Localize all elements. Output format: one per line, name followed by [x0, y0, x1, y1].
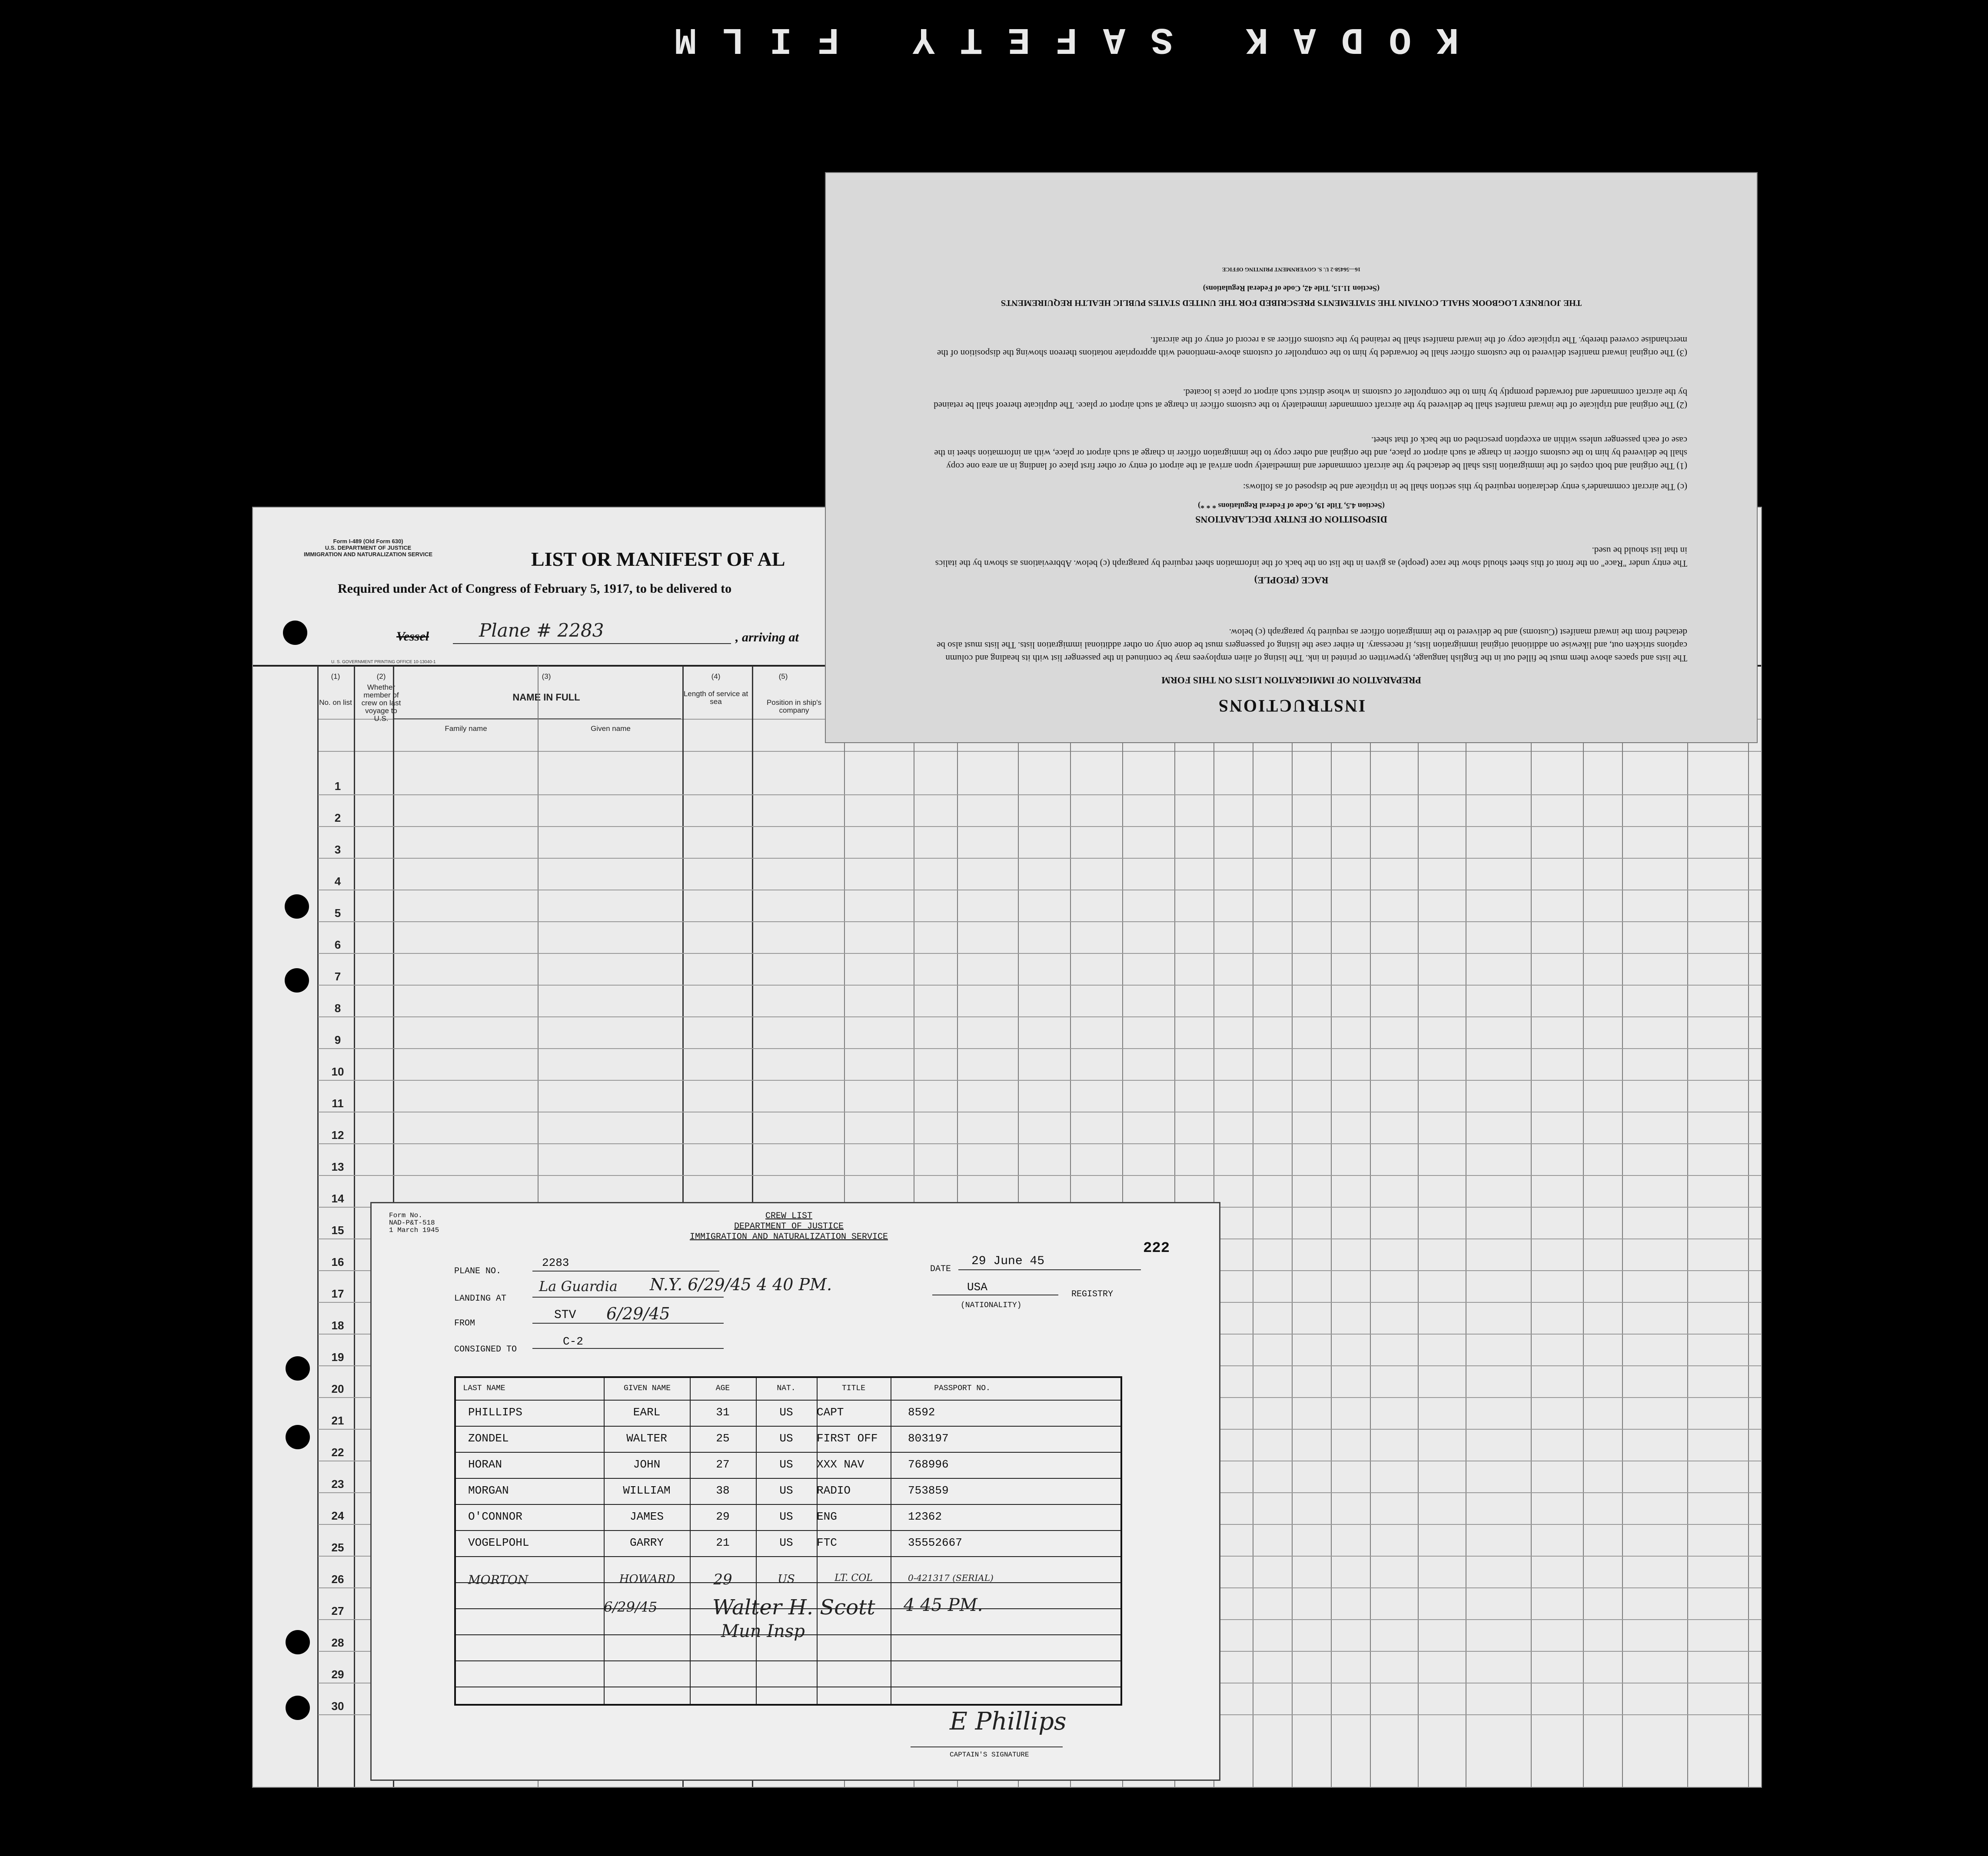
manifest-row-number: 20: [331, 1382, 344, 1395]
arriving-label: , arriving at: [735, 630, 799, 644]
crew-age: 25: [716, 1432, 730, 1445]
crew-header-given-name: GIVEN NAME: [623, 1384, 671, 1393]
from-value: STV: [554, 1308, 576, 1322]
crew-given-name: WILLIAM: [623, 1484, 671, 1497]
col2-num: (2): [376, 672, 386, 681]
grid-line: [1370, 666, 1371, 1787]
crew-title: CAPT: [817, 1406, 844, 1419]
date-label: DATE: [930, 1264, 951, 1274]
handwritten-age: 29: [713, 1571, 732, 1588]
crew-nat: US: [779, 1406, 793, 1419]
manifest-row-number: 27: [331, 1604, 344, 1617]
manifest-row-number: 2: [334, 811, 341, 824]
crew-passport: 803197: [908, 1432, 949, 1445]
crew-header-age: AGE: [715, 1384, 730, 1393]
manifest-row-number: 5: [334, 906, 341, 920]
crew-title: FIRST OFF: [817, 1432, 878, 1445]
handwritten-nat: US: [778, 1573, 795, 1586]
nationality-label: (NATIONALITY): [961, 1301, 1022, 1310]
from-note: 6/29/45: [606, 1304, 670, 1323]
instructions-sheet: [825, 172, 1758, 743]
manifest-row-number: 19: [331, 1351, 344, 1364]
crew-age: 21: [716, 1536, 730, 1549]
manifest-row-number: 10: [331, 1065, 344, 1078]
crew-header-passport: PASSPORT NO.: [934, 1384, 991, 1393]
instructions-paragraph-2: The entry under "Race" on the front of this sheet should show the race (people) as given in the list on the back of the information sheet required by paragraph (c) below. Abbreviations as shown by the italics in that list should be used.: [935, 545, 1687, 569]
captain-signature-label: CAPTAIN'S SIGNATURE: [950, 1751, 1029, 1759]
date-underline: [958, 1269, 1141, 1270]
crew-passport: 8592: [908, 1406, 935, 1419]
crew-nat: US: [779, 1510, 793, 1523]
crew-age: 31: [716, 1406, 730, 1419]
crew-given-name: EARL: [633, 1406, 661, 1419]
form-no-code: NAD-P&T-518: [389, 1219, 435, 1227]
crew-nat: US: [779, 1458, 793, 1471]
crew-row-rule: [456, 1530, 1120, 1531]
manifest-row-number: 18: [331, 1319, 344, 1332]
crew-header-last-name: LAST NAME: [463, 1384, 505, 1393]
manifest-title: LIST OR MANIFEST OF AL: [531, 548, 785, 570]
crew-last-name: HORAN: [468, 1458, 502, 1471]
binder-hole: [283, 621, 307, 645]
crew-list-card: [370, 1202, 1220, 1781]
manifest-row-number: 29: [331, 1668, 344, 1681]
manifest-row-number: 25: [331, 1541, 344, 1554]
instructions-paragraph-1: The lists and spaces above them must be filled out in the English language, typewritten or printed in ink. The listing of alien employees may be continued in the passenger list with its heading and column captions stricken out, and likewise on additional original immigration lists, if necessary. In either case the listing of passengers must be done only on other additional immigration lists. The lists must also be detached from the inward manifest (Customs) and be delivered to the immigration officer as required by paragraph (c) below.: [937, 627, 1687, 664]
plane-no-underline: [532, 1271, 719, 1272]
service-line: IMMIGRATION AND NATURALIZATION SERVICE: [303, 551, 433, 558]
inspection-time: 4 45 PM.: [904, 1595, 983, 1615]
from-underline: [532, 1323, 724, 1324]
manifest-row-rule: [318, 1175, 1761, 1176]
grid-line: [1687, 666, 1688, 1787]
crew-header-title: TITLE: [841, 1384, 865, 1393]
landing-at-label: LANDING AT: [454, 1294, 507, 1304]
consigned-value: C-2: [563, 1335, 583, 1348]
crew-row-rule: [456, 1660, 1120, 1661]
crew-header-nat: NAT.: [777, 1384, 796, 1393]
crew-passport: 768996: [908, 1458, 949, 1471]
crew-list-department: DEPARTMENT OF JUSTICE: [734, 1222, 844, 1232]
manifest-row-number: 26: [331, 1573, 344, 1586]
instructions-paragraph-4: (1) The original and both copies of the immigration lists shall be detached by the aircraft commander and immediately upon arrival at the airport of entry or other first place of landing in an area one copy shall be delivered by him to the customs officer in charge at such airport or place, and the original and other copy to the immigration officer in charge at such airport or place, with an information sheet in the case of each passenger unless within an exception prescribed on the back of that sheet.: [934, 435, 1687, 471]
crew-list-title: CREW LIST: [765, 1211, 813, 1221]
plane-no-label: PLANE NO.: [454, 1266, 502, 1276]
race-title: RACE (PEOPLE): [1254, 575, 1329, 586]
manifest-row-number: 17: [331, 1287, 344, 1300]
film-edge-text: KODAK SAFETY FILM: [649, 18, 1459, 60]
crew-row-rule: [456, 1426, 1120, 1427]
manifest-row-number: 28: [331, 1636, 344, 1649]
manifest-row-number: 23: [331, 1477, 344, 1491]
instructions-paragraph-6: (3) The original inward manifest delivered to the customs officer shall be forwarded by him to the comptroller of customs above-mentioned with appropriate notations thereon showing the disposition of the merchandise covered thereby. The triplicate copy of the inward manifest shall be retained by the customs officer as a record of entry of the aircraft.: [937, 335, 1687, 359]
form-header: [301, 538, 435, 558]
col3-given-name: Given name: [591, 724, 631, 733]
crew-list-heading: [632, 1211, 945, 1242]
crew-age: 29: [716, 1510, 730, 1523]
manifest-row-number: 30: [331, 1700, 344, 1713]
instructions-gpo: 16—56458-2 U. S. GOVERNMENT PRINTING OFFICE: [1222, 266, 1361, 273]
crew-age: 38: [716, 1484, 730, 1497]
crew-given-name: GARRY: [629, 1536, 664, 1549]
grid-line: [1622, 666, 1623, 1787]
landing-at-value: La Guardia: [539, 1278, 618, 1295]
date-value: 29 June 45: [971, 1255, 1045, 1268]
crew-row-rule: [456, 1504, 1120, 1505]
handwritten-date: 6/29/45: [604, 1599, 658, 1615]
manifest-row-rule: [318, 826, 1761, 827]
manifest-row-number: 16: [331, 1255, 344, 1268]
from-label: FROM: [454, 1318, 475, 1328]
binder-hole: [286, 1630, 310, 1654]
crew-form-number: [389, 1212, 439, 1234]
crew-given-name: JOHN: [633, 1458, 661, 1471]
instructions-title: INSTRUCTIONS: [1217, 696, 1366, 716]
binder-hole: [286, 1356, 310, 1381]
crew-title: RADIO: [817, 1484, 851, 1497]
crew-row-rule: [456, 1556, 1120, 1557]
col3-num: (3): [542, 672, 551, 681]
col1-num: (1): [331, 672, 340, 681]
grid-line: [1292, 666, 1293, 1787]
manifest-row-number: 13: [331, 1160, 344, 1173]
inspector-title: Mun Insp: [721, 1621, 805, 1641]
col2-label: Whether member of crew on last voyage to U.S.: [361, 683, 401, 723]
crew-passport: 753859: [908, 1484, 949, 1497]
grid-line: [1418, 666, 1419, 1787]
inspector-signature: Walter H. Scott: [712, 1595, 875, 1620]
col5-label: Position in ship's company: [766, 698, 822, 714]
manifest-row-number: 3: [334, 843, 341, 856]
grid-line: [1748, 666, 1749, 1787]
captain-signature-line: [911, 1746, 1063, 1747]
column-head-bottom: [318, 751, 1761, 752]
captain-signature: E Phillips: [950, 1707, 1067, 1736]
crew-passport: 35552667: [908, 1536, 962, 1549]
manifest-row-rule: [318, 794, 1761, 795]
printing-office-line: U. S. GOVERNMENT PRINTING OFFICE 10-13040-1: [331, 660, 436, 664]
crew-last-name: O'CONNOR: [468, 1510, 522, 1523]
manifest-row-number: 1: [334, 780, 341, 793]
nationality-value: USA: [967, 1281, 987, 1294]
grid-line: [1331, 666, 1332, 1787]
handwritten-last-name: MORTON: [468, 1573, 529, 1587]
binder-hole: [285, 968, 309, 993]
binder-hole: [286, 1696, 310, 1720]
crew-last-name: VOGELPOHL: [468, 1536, 529, 1549]
manifest-required-line: Required under Act of Congress of February 5, 1917, to be delivered to: [338, 581, 732, 596]
manifest-row-number: 6: [334, 938, 341, 951]
disposition-subtitle: (Section 4.5, Title 19, Code of Federal Regulations * * *): [1198, 501, 1385, 510]
handwritten-passport: 0-421317 (SERIAL): [908, 1573, 994, 1583]
crew-nat: US: [779, 1536, 793, 1549]
registry-label: REGISTRY: [1071, 1289, 1114, 1299]
crew-age: 27: [716, 1458, 730, 1471]
col3-family-name: Family name: [445, 724, 487, 733]
manifest-row-number: 12: [331, 1129, 344, 1142]
binder-hole: [286, 1425, 310, 1449]
handwritten-given-name: HOWARD: [619, 1573, 675, 1586]
crew-last-name: ZONDEL: [468, 1432, 509, 1445]
grid-line: [1531, 666, 1532, 1787]
manifest-row-number: 8: [334, 1002, 341, 1015]
col1-label: No. on list: [319, 698, 352, 707]
grid-line: [1583, 666, 1584, 1787]
crew-given-name: JAMES: [629, 1510, 664, 1523]
manifest-row-rule: [318, 921, 1761, 922]
crew-given-name: WALTER: [626, 1432, 667, 1445]
crew-nat: US: [779, 1484, 793, 1497]
col4-num: (4): [711, 672, 721, 681]
manifest-row-rule: [318, 1143, 1761, 1144]
logbook-heading: THE JOURNEY LOGBOOK SHALL CONTAIN THE STATEMENTS PRESCRIBED FOR THE UNITED STATES PUBLIC HEALTH REQUIREMENTS: [1001, 298, 1582, 308]
crew-last-name: PHILLIPS: [468, 1406, 522, 1419]
instructions-paragraph-3: (c) The aircraft commander's entry declaration required by this section shall be in triplicate and be disposed of as follows:: [1243, 482, 1687, 492]
crew-title: XXX NAV: [817, 1458, 864, 1471]
crew-title: FTC: [817, 1536, 837, 1549]
consigned-label: CONSIGNED TO: [454, 1345, 517, 1355]
form-number: Form I-489 (Old Form 630): [333, 538, 403, 545]
instructions-paragraph-5: (2) The original and triplicate of the inward manifest shall be delivered by the aircraft commander immediately to the customs officer in charge at such airport or place. The duplicate thereof shall be retained by the aircraft commander and forwarded promptly by him to the comptroller of customs in whose district such airport or place is located.: [934, 387, 1687, 411]
manifest-row-number: 4: [334, 875, 341, 888]
manifest-row-rule: [318, 1048, 1761, 1049]
vessel-label: Vessel: [396, 629, 429, 644]
manifest-row-rule: [318, 858, 1761, 859]
crew-table: [454, 1376, 1122, 1706]
binder-hole: [285, 894, 309, 919]
vessel-value: Plane # 2283: [479, 620, 604, 641]
col4-label: Length of service at sea: [683, 690, 748, 706]
disposition-title: DISPOSITION OF ENTRY DECLARATIONS: [1195, 514, 1387, 525]
handwritten-title: LT. COL: [834, 1573, 873, 1584]
landing-underline: [532, 1297, 724, 1298]
col5-num: (5): [778, 672, 788, 681]
crew-row-rule: [456, 1400, 1120, 1401]
plane-no-value: 2283: [542, 1256, 569, 1269]
manifest-row-number: 7: [334, 970, 341, 983]
form-no-label: Form No.: [389, 1212, 422, 1219]
instructions-subtitle: PREPARATION OF IMMIGRATION LISTS ON THIS FORM: [1161, 675, 1421, 686]
consigned-underline: [532, 1348, 724, 1349]
crew-nat: US: [779, 1432, 793, 1445]
crew-list-service: IMMIGRATION AND NATURALIZATION SERVICE: [689, 1232, 888, 1242]
manifest-row-number: 15: [331, 1224, 344, 1237]
manifest-row-number: 24: [331, 1509, 344, 1522]
manifest-row-number: 11: [332, 1097, 344, 1110]
manifest-row-number: 14: [331, 1192, 344, 1205]
manifest-row-rule: [318, 1080, 1761, 1081]
manifest-row-number: 21: [331, 1414, 344, 1427]
landing-note: N.Y. 6/29/45 4 40 PM.: [650, 1275, 832, 1294]
manifest-row-rule: [318, 985, 1761, 986]
col3-label: NAME IN FULL: [512, 692, 580, 703]
manifest-row-number: 9: [334, 1033, 341, 1046]
vessel-underline: [453, 643, 731, 644]
manifest-row-rule: [318, 1016, 1761, 1017]
manifest-row-rule: [318, 953, 1761, 954]
crew-last-name: MORGAN: [468, 1484, 509, 1497]
form-no-date: 1 March 1945: [389, 1226, 439, 1234]
logbook-section: (Section 11.15, Title 42, Code of Federal Regulations): [1203, 284, 1380, 293]
department-line: U.S. DEPARTMENT OF JUSTICE: [325, 545, 412, 551]
crew-title: ENG: [817, 1510, 837, 1523]
crew-row-rule: [456, 1452, 1120, 1453]
crew-row-rule: [456, 1478, 1120, 1479]
crew-page-number: 222: [1143, 1240, 1170, 1257]
crew-passport: 12362: [908, 1510, 942, 1523]
manifest-row-number: 22: [331, 1446, 344, 1459]
